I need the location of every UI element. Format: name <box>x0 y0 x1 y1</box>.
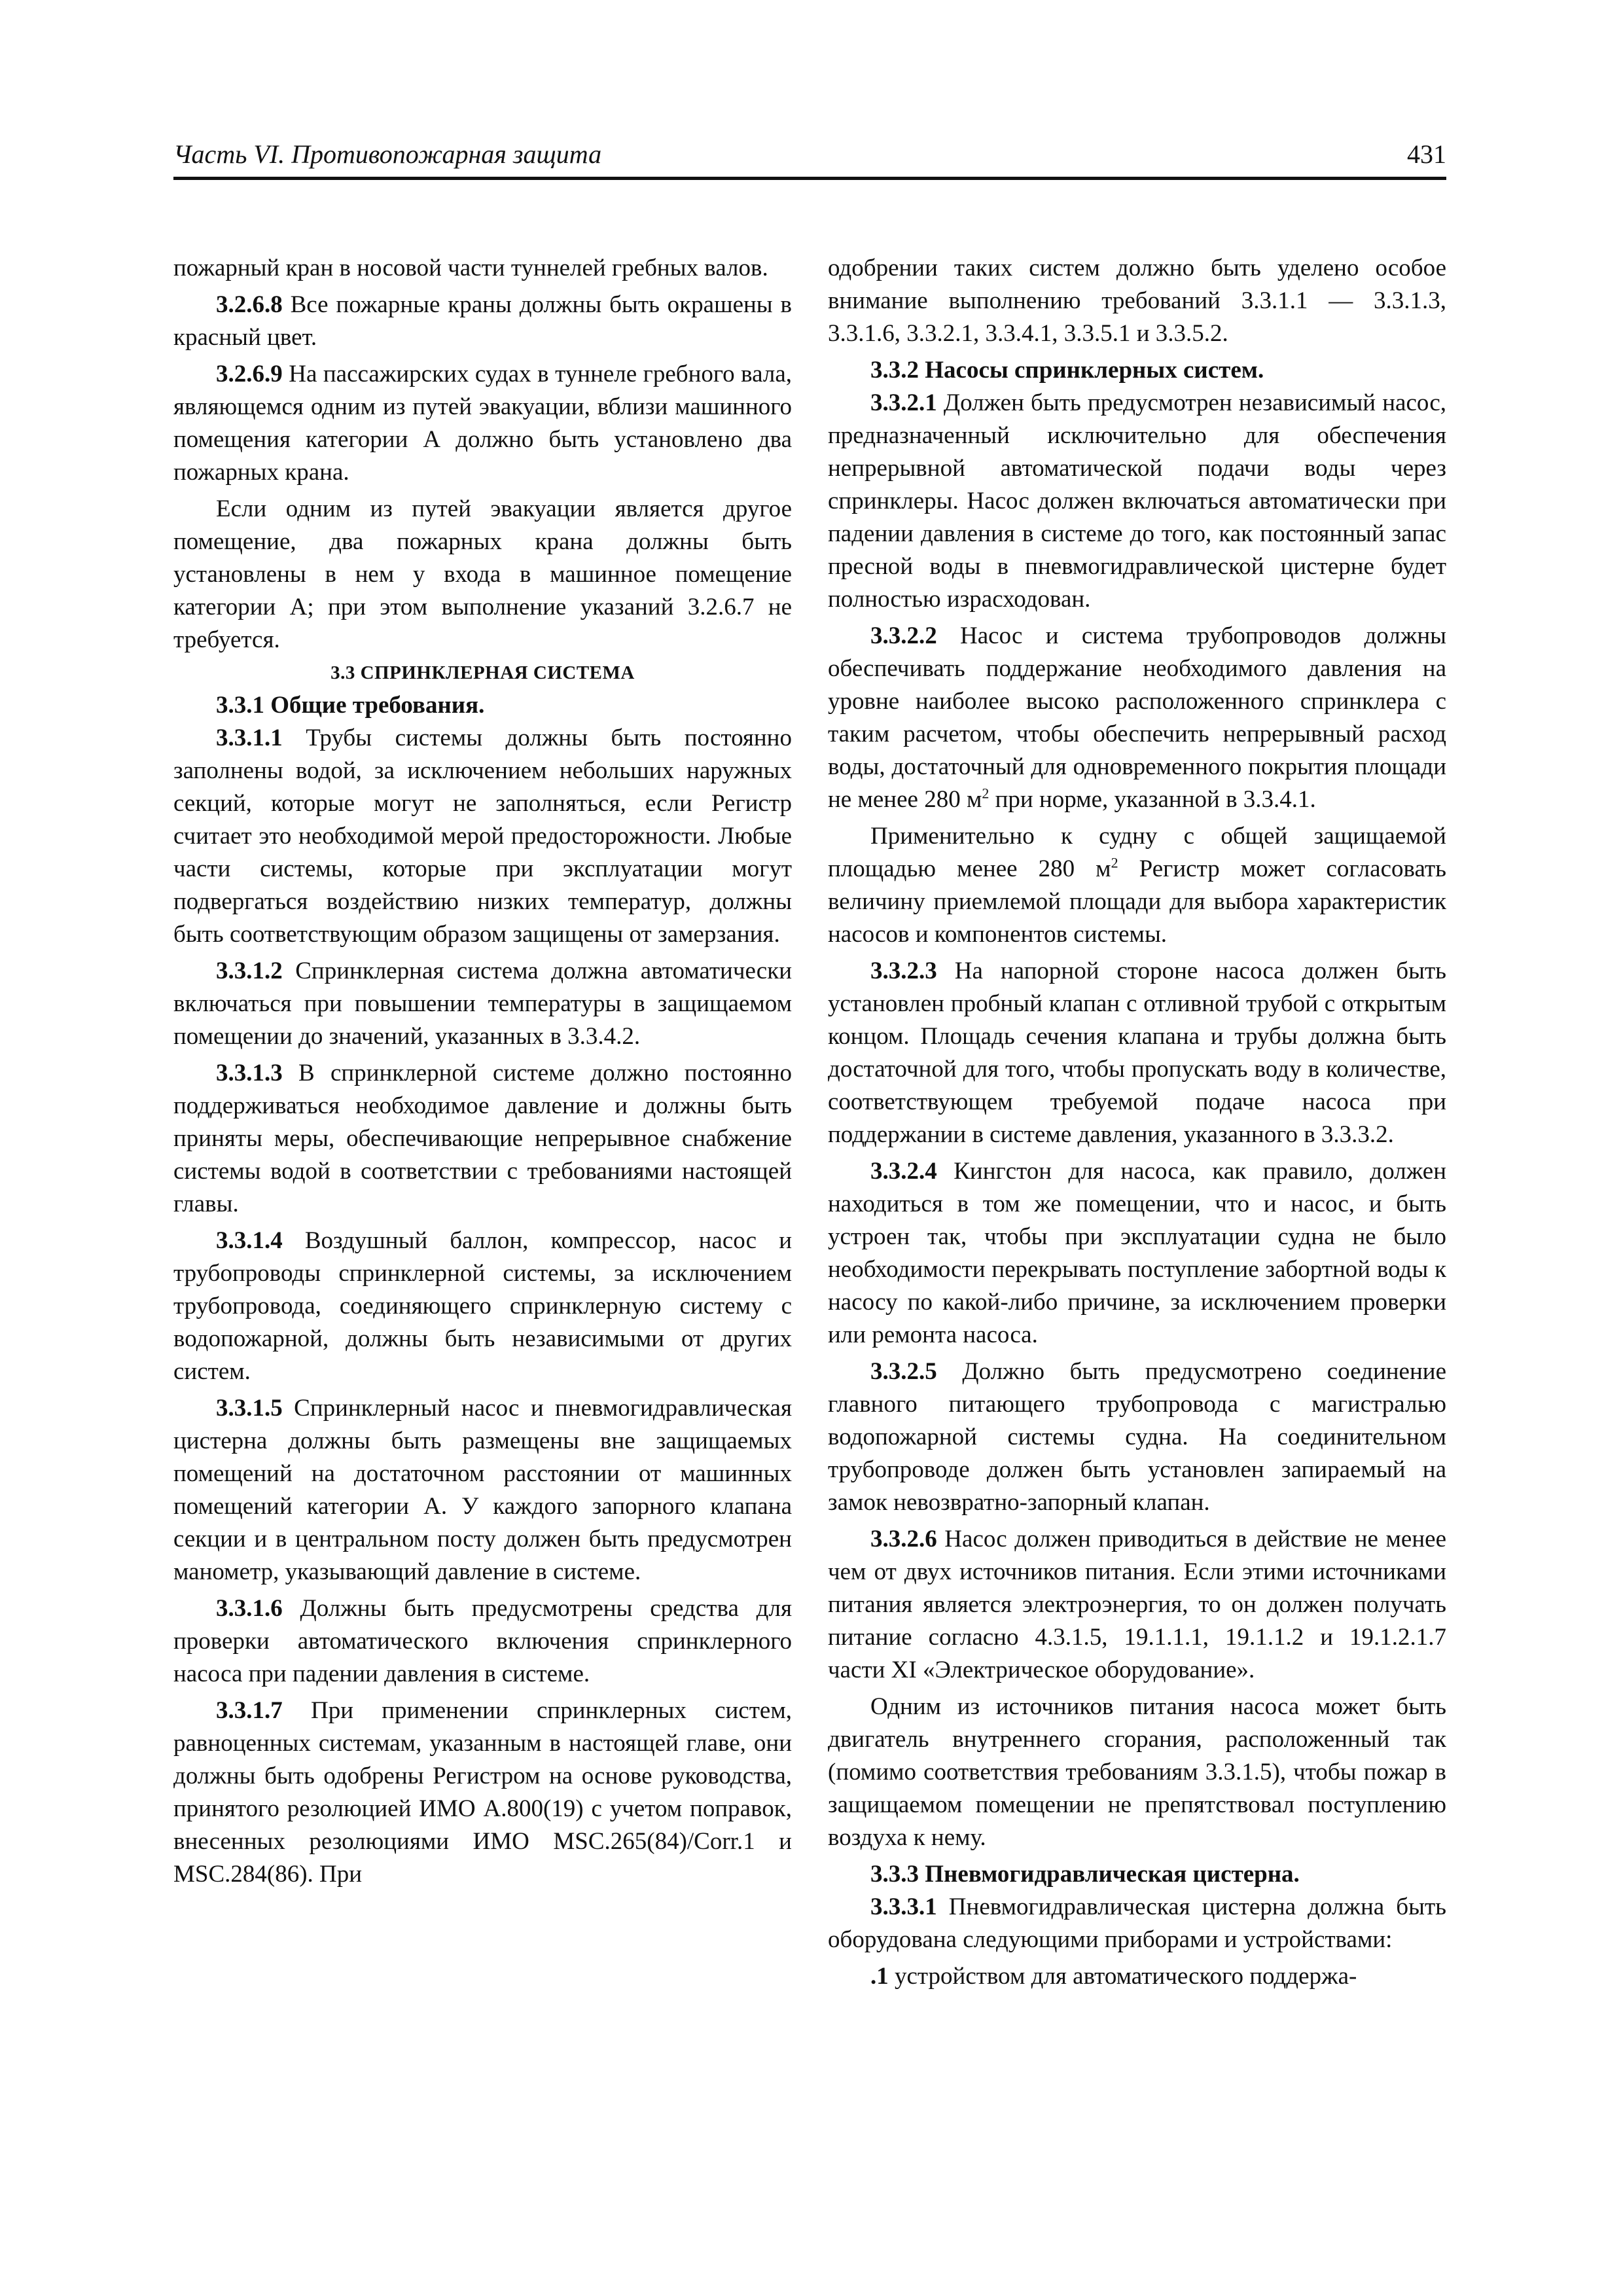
header-title: Часть VI. Противопожарная защита <box>173 139 602 169</box>
clause-number: 3.3.2.4 <box>870 1158 937 1185</box>
clause-text: Воздушный баллон, компрессор, насос и трубопроводы спринклерной системы, за исключением трубопровода, соединяющего спринклерную систему с водопожарной, должны быть независимыми от других систем. <box>173 1227 792 1385</box>
clause-number: 3.3.1.3 <box>216 1060 283 1086</box>
subsection-heading-333: 3.3.3 Пневмогидравлическая цистерна. <box>870 1861 1300 1888</box>
page-header <box>173 136 1446 180</box>
paragraph-3312 <box>173 955 792 1053</box>
paragraph-3326 <box>828 1523 1446 1687</box>
paragraph-3331 <box>828 1891 1446 1956</box>
paragraph-3268 <box>173 289 792 354</box>
clause-text: Должно быть предусмотрено соединение главного питающего трубопровода с магистралью водопожарной системы судна. На соединительном трубопроводе должен быть установлен запираемый на замок невозвратно-запорный клапан. <box>828 1358 1446 1516</box>
clause-number: 3.3.2.5 <box>870 1358 937 1385</box>
paragraph-3323 <box>828 955 1446 1151</box>
clause-number: 3.3.1.5 <box>216 1395 283 1422</box>
paragraph-3311 <box>173 722 792 951</box>
superscript: 2 <box>1111 854 1118 871</box>
clause-text: На пассажирских судах в туннеле гребного вала, являющемся одним из путей эвакуации, вблизи машинного помещения категории А должно быть установлено два пожарных крана. <box>173 361 792 486</box>
clause-number: 3.3.1.2 <box>216 958 283 984</box>
item-text: устройством для автоматического поддержа- <box>888 1963 1357 1990</box>
clause-number: 3.2.6.8 <box>216 291 283 318</box>
paragraph: Одним из источников питания насоса может быть двигатель внутреннего сгорания, расположенный так (помимо соответствия требованиям 3.3.1.5), чтобы пожар в защищаемом помещении не препятствовал поступлению воздуха к нему. <box>828 1693 1446 1851</box>
clause-text: при норме, указанной в 3.3.4.1. <box>989 786 1316 813</box>
clause-text: Должны быть предусмотрены средства для проверки автоматического включения спринклерного насоса при падении давления в системе. <box>173 1595 792 1687</box>
clause-number: 3.3.3.1 <box>870 1893 937 1920</box>
paragraph-3315 <box>173 1392 792 1588</box>
paragraph-3316 <box>173 1592 792 1691</box>
clause-text: Регистр может согласовать величину приемлемой площади для выбора характеристик насосов и компонентов системы. <box>828 855 1447 948</box>
paragraph-3321 <box>828 387 1446 616</box>
paragraph-3325 <box>828 1355 1446 1519</box>
paragraph: пожарный кран в носовой части туннелей гребных валов. <box>173 255 768 281</box>
clause-number: 3.3.2.6 <box>870 1526 937 1552</box>
clause-text: В спринклерной системе должно постоянно поддерживаться необходимое давление и должны быть приняты меры, обеспечивающие непрерывное снабжение системы водой в соответствии с требованиями настоящей главы. <box>173 1060 792 1217</box>
clause-text: На напорной стороне насоса должен быть установлен пробный клапан с отливной трубой с открытым концом. Площадь сечения клапана и трубы должна быть достаточной для того, чтобы пропускать воду в количестве, соответствующем требуемой подаче насоса при поддержании в системе давления, указанного в 3.3.3.2. <box>828 958 1446 1148</box>
left-column <box>173 252 792 1891</box>
clause-text: Насос должен приводиться в действие не менее чем от двух источников питания. Если этими источниками питания является электроэнергия, то он должен получать питание согласно 4.3.1.5, 19.1.1.1, 19.1.1.2 и 19.1.2.1.7 части XI «Электрическое оборудование». <box>828 1526 1446 1683</box>
paragraph-3324 <box>828 1155 1446 1352</box>
paragraph-3322 <box>828 620 1446 816</box>
clause-text: Трубы системы должны быть постоянно заполнены водой, за исключением небольших наружных секций, которые могут не заполняться, если Регистр считает это необходимой мерой предосторожности. Любые части системы, которые при эксплуатации могут подвергаться воздействию низких температур, должны быть соответствующим образом защищены от замерзания. <box>173 725 792 948</box>
item-number: .1 <box>870 1963 889 1990</box>
list-item-1 <box>828 1960 1446 1993</box>
clause-number: 3.3.1.7 <box>216 1697 283 1724</box>
clause-number: 3.3.2.1 <box>870 389 937 416</box>
paragraph-3313 <box>173 1057 792 1221</box>
clause-text: Применительно к судну с общей защищаемой площадью менее 280 м <box>828 823 1446 882</box>
clause-text: Насос и система трубопроводов должны обеспечивать поддержание необходимого давления на уровне наиболее высоко расположенного спринклера с таким расчетом, чтобы обеспечить непрерывный расход воды, достаточный для одновременного покрытия площади не менее 280 м <box>828 622 1446 813</box>
page-number: 431 <box>1407 139 1446 169</box>
clause-text: При применении спринклерных систем, равноценных системам, указанным в настоящей главе, они должны быть одобрены Регистром на основе руководства, принятого резолюцией ИМО А.800(19) с учетом поправок, внесенных резолюциями ИМО MSC.265(84)/Corr.1 и MSC.284(86). При <box>173 1697 792 1888</box>
clause-number: 3.3.1.4 <box>216 1227 283 1254</box>
subsection-heading-332: 3.3.2 Насосы спринклерных систем. <box>870 357 1264 384</box>
clause-text: Все пожарные краны должны быть окрашены в красный цвет. <box>173 291 792 351</box>
clause-number: 3.3.1.1 <box>216 725 283 751</box>
section-title: 3.3 СПРИНКЛЕРНАЯ СИСТЕМА <box>330 662 635 683</box>
clause-number: 3.3.1.6 <box>216 1595 283 1622</box>
clause-text: Спринклерный насос и пневмогидравлическая цистерна должны быть размещены вне защищаемых помещений на достаточном расстоянии от машинных помещений категории А. У каждого запорного клапана секции и в центральном посту должен быть предусмотрен манометр, указывающий давление в системе. <box>173 1395 792 1585</box>
paragraph <box>828 820 1446 951</box>
clause-text: Должен быть предусмотрен независимый насос, предназначенный исключительно для обеспечения непрерывной автоматической подачи воды через спринклеры. Насос должен включаться автоматически при падении давления в системе до того, как постоянный запас пресной воды в пневмогидравлической цистерне будет полностью израсходован. <box>828 389 1446 613</box>
paragraph: Если одним из путей эвакуации является другое помещение, два пожарных крана должны быть установлены в нем у входа в машинное помещение категории А; при этом выполнение указаний 3.2.6.7 не требуется. <box>173 495 792 653</box>
clause-text: Кингстон для насоса, как правило, должен находиться в том же помещении, что и насос, и быть устроен так, чтобы при эксплуатации судна не было необходимости перекрывать поступление забортной воды к насосу по какой-либо причине, за исключением проверки или ремонта насоса. <box>828 1158 1446 1348</box>
clause-number: 3.3.2.2 <box>870 622 937 649</box>
paragraph: одобрении таких систем должно быть уделено особое внимание выполнению требований 3.3.1.1 — 3.3.1.3, 3.3.1.6, 3.3.2.1, 3.3.4.1, 3.3.5.1 и 3.3.5.2. <box>828 255 1446 347</box>
clause-number: 3.3.2.3 <box>870 958 937 984</box>
right-column <box>828 252 1446 1993</box>
clause-number: 3.2.6.9 <box>216 361 283 387</box>
subsection-heading-331: 3.3.1 Общие требования. <box>216 692 485 719</box>
clause-text: Спринклерная система должна автоматически включаться при повышении температуры в защищаемом помещении до значений, указанных в 3.3.4.2. <box>173 958 792 1050</box>
clause-text: Пневмогидравлическая цистерна должна быть оборудована следующими приборами и устройствами: <box>828 1893 1446 1953</box>
paragraph-3269 <box>173 358 792 489</box>
paragraph-3317 <box>173 1695 792 1891</box>
superscript: 2 <box>982 785 990 802</box>
paragraph-3314 <box>173 1225 792 1388</box>
